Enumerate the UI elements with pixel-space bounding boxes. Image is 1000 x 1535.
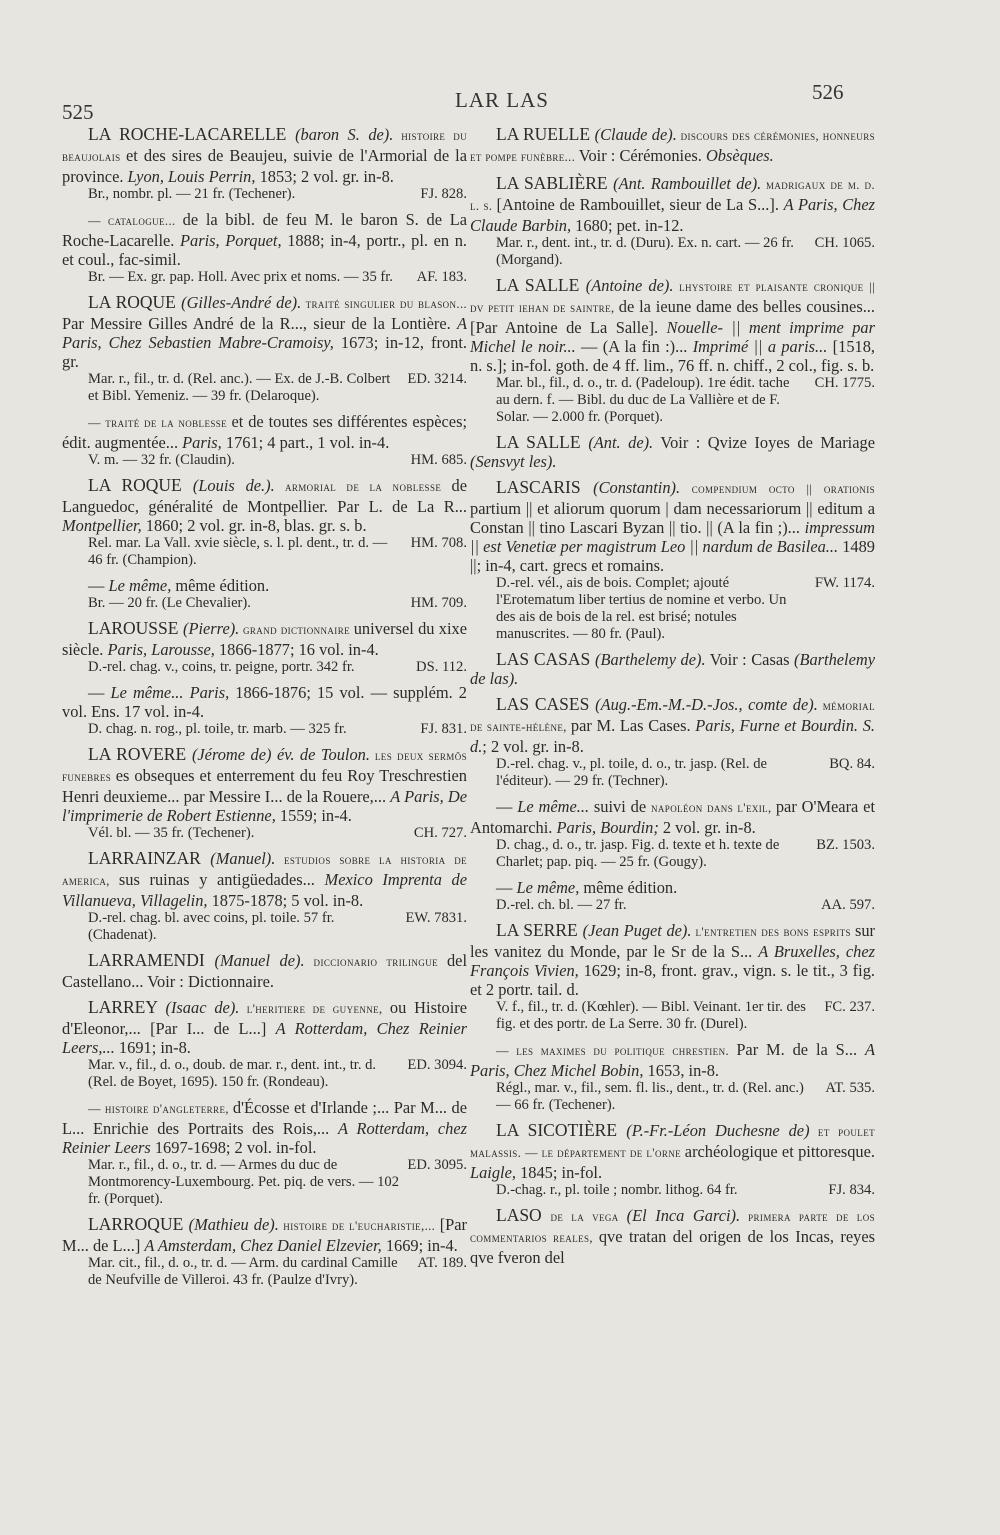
catalogue-entry [470, 478, 875, 643]
entry-text: — traité de la noblesse [88, 416, 232, 430]
catalogue-entry [62, 745, 467, 842]
entry-text: — [496, 797, 518, 816]
entry-text: 1866-1876; 15 vol. — supplém. 2 vol. Ens. 17 vol. in-4. [62, 683, 467, 721]
entry-text: A Amsterdam, Chez Daniel Elzevier, [144, 1236, 382, 1255]
entry-description [62, 1215, 467, 1255]
binding-price-note: Br. — 20 fr. (Le Chevalier). [88, 595, 251, 611]
binding-price-note: D.-rel. chag. v., pl. toile, d. o., tr. jasp. (Rel. de l'éditeur). — 29 fr. (Techner). [496, 756, 768, 789]
entry-text: Le même... [517, 797, 590, 816]
entry-description [62, 210, 467, 269]
entry-description [470, 433, 875, 471]
entry-note [62, 1057, 467, 1091]
catalogue-entry [470, 878, 875, 914]
entry-text: d'Écosse et d'Irlande ;... Par M... de L... Enrichie des Portraits des Rois,... [62, 1098, 467, 1138]
catalogue-entry [62, 619, 467, 676]
binding-price-note: V. f., fil., tr. d. (Kœhler). — Bibl. Veinant. 1er tir. des fig. et des portr. de La Serre. 30 fr. (Durel). [496, 999, 806, 1032]
entry-note [470, 999, 875, 1033]
entry-text: Paris, [182, 433, 222, 452]
entry-note [470, 756, 875, 790]
entry-heading: LA SALLE [496, 275, 586, 295]
catalogue-entry [470, 433, 875, 471]
entry-text: (Barthelemy de las). [470, 650, 875, 688]
entry-text: 1866-1877; 16 vol. in-4. [214, 640, 379, 659]
entry-text: et de toutes ses différentes espèces; édit. augmentée... [62, 412, 468, 452]
entry-text: (Mathieu de). [188, 1215, 279, 1234]
entry-text: Par M. de la S... [736, 1040, 865, 1059]
entry-text: histoire du beaujolais [62, 129, 467, 164]
binding-price-note: Régl., mar. v., fil., sem. fl. lis., dent., tr. d. (Rel. anc.) — 66 fr. (Techener). [496, 1080, 804, 1113]
sale-reference: FJ. 831. [420, 721, 467, 737]
entry-text: Laigle, [470, 1163, 516, 1182]
entry-text: 1489 ||; in-4, cart. grecs et romains. [470, 537, 875, 575]
entry-text: (Gilles-André de). [181, 293, 302, 312]
entry-text: — (A la fin :)... [575, 337, 693, 356]
entry-text: (P.-Fr.-Léon Duchesne de) [626, 1121, 810, 1140]
catalogue-entry [470, 797, 875, 871]
entry-text: l'heritiere de guyenne, [239, 1002, 390, 1016]
entry-text: 1875-1878; 5 vol. in-8. [207, 891, 364, 910]
entry-text: del Castellano... Voir : Dictionnaire. [62, 951, 467, 991]
entry-text: lhystoire et plaisante cronique || dv petit iehan de saintre, [470, 280, 875, 315]
binding-price-note: Br. — Ex. gr. pap. Holl. Avec prix et noms. — 35 fr. [88, 269, 393, 285]
entry-text: (Manuel). [210, 849, 276, 868]
sale-reference: AA. 597. [821, 897, 875, 913]
entry-note [62, 595, 467, 612]
binding-price-note: D.-chag. r., pl. toile ; nombr. lithog. 64 fr. [496, 1182, 738, 1198]
catalogue-entry [62, 476, 467, 569]
entry-description [62, 619, 467, 659]
entry-text: (Louis de.). [192, 476, 275, 495]
entry-text: (Jean Puget de). [582, 921, 692, 940]
catalogue-entry [470, 1121, 875, 1199]
entry-text: madrigaux de m. d. l. s. [470, 178, 875, 213]
entry-text: — [496, 878, 517, 897]
entry-text: 1853; 2 vol. gr. in-8. [255, 167, 394, 186]
entry-note [62, 1157, 467, 1208]
entry-text: es obseques et enterrement du feu Roy Treschrestien Henri deuxieme... par Messire I... de la Rouere,... [62, 766, 467, 806]
entry-description [62, 412, 467, 452]
entry-text: Le même, [516, 878, 580, 897]
entry-text: (Manuel de). [214, 951, 305, 970]
entry-text: ; 2 vol. gr. in-8. [482, 737, 584, 756]
catalogue-entry [62, 998, 467, 1091]
entry-text: 1653, in-8. [643, 1061, 720, 1080]
catalogue-entry [470, 650, 875, 688]
entry-text: Paris, Porquet, [180, 231, 282, 250]
catalogue-entry [62, 412, 467, 469]
catalogue-entry [62, 683, 467, 738]
entry-text: Mexico Imprenta de Villanueva, Villagelin, [62, 870, 468, 910]
entry-text: de la vega [550, 1210, 627, 1224]
catalogue-entry [470, 125, 875, 167]
entry-text: (Pierre). [183, 619, 240, 638]
sale-reference: FJ. 828. [420, 186, 467, 202]
entry-heading: LASO [496, 1205, 551, 1225]
sale-reference: BQ. 84. [829, 756, 875, 772]
entry-text: impressum || est Venetiæ per magistrum Leo || nardum de Basilea... [470, 518, 875, 556]
entry-text: 1697-1698; 2 vol. in-fol. [150, 1138, 317, 1157]
entry-text: Paris, Bourdin; [556, 818, 659, 837]
sale-reference: EW. 7831. [405, 910, 467, 926]
entry-text: même édition. [579, 878, 678, 897]
entry-text: l'entretien des bons esprits [691, 925, 855, 939]
entry-description [470, 125, 875, 167]
entry-description [470, 174, 875, 235]
entry-text: Obsèques. [705, 146, 774, 165]
entry-text: et des sires de Beaujeu, suivie de l'Armorial de la province. [62, 146, 467, 186]
entry-heading: LARRAMENDI [88, 950, 215, 970]
entry-description [62, 998, 467, 1057]
entry-note [62, 371, 467, 405]
entry-text: diccionario trilingue [304, 955, 447, 969]
binding-price-note: Mar. bl., fil., d. o., tr. d. (Padeloup). 1re édit. tache au dern. f. — Bibl. du duc de La Vallière et de F. Solar. — 2.000 fr. (Porquet). [496, 375, 790, 425]
sale-reference: AT. 535. [825, 1080, 875, 1096]
entry-text: 1680; pet. in-12. [571, 216, 684, 235]
binding-price-note: D.-rel. vél., ais de bois. Complet; ajouté l'Erotematum liber tertius de nomine et verbo. Un des ais de bois de la rel. est brisé; notules manuscrites. — 80 fr. (Paul). [496, 575, 787, 642]
catalogue-entry [470, 1206, 875, 1267]
entry-description [470, 478, 875, 575]
entry-text: (baron S. de). [295, 125, 394, 144]
entry-heading: LA ROCHE-LACARELLE [88, 124, 296, 144]
entry-note [470, 235, 875, 269]
catalogue-entry [470, 1040, 875, 1114]
entry-text: ou Histoire d'Eleonor,... [Par I... de L...] [62, 998, 467, 1038]
entry-heading: LA SABLIÈRE [496, 173, 614, 193]
entry-heading: LAS CASES [496, 694, 596, 714]
entry-text: (Isaac de). [165, 998, 240, 1017]
entry-text: Nouelle- || ment imprime par Michel le noir... [470, 318, 875, 356]
binding-price-note: D. chag. n. rog., pl. toile, tr. marb. — 325 fr. [88, 721, 347, 737]
entry-text: partium || et aliorum quorum | dam necessariorum || editum a Constan || tino Lascari Byzan || tio. || (A la fin ;)... [470, 499, 875, 537]
entry-text: 1559; in-4. [275, 806, 352, 825]
entry-heading: LA ROQUE [88, 475, 193, 495]
entry-text: histoire de l'eucharistie,... [278, 1219, 440, 1233]
entry-note [62, 659, 467, 676]
entry-text: Imprimé || a paris... [692, 337, 828, 356]
entry-text: A Paris, De l'imprimerie de Robert Estienne, [62, 787, 468, 825]
entry-description [62, 683, 467, 721]
entry-note [62, 269, 467, 286]
entry-text: 1761; 4 part., 1 vol. in-4. [221, 433, 390, 452]
entry-description [62, 293, 467, 371]
entry-text: primera parte de los commentarios reales, [470, 1210, 875, 1245]
sale-reference: CH. 1065. [814, 235, 875, 251]
entry-text: Voir : Qvize Ioyes de Mariage [653, 433, 875, 452]
entry-note [62, 535, 467, 569]
entry-text: sur les vanitez du Monde, par le Sr de la S... [470, 921, 875, 961]
entry-text: Montpellier, [62, 516, 142, 535]
entry-note [470, 1080, 875, 1114]
entry-heading: LA ROQUE [88, 292, 182, 312]
entry-description [62, 951, 467, 991]
left-page-number: 525 [62, 100, 94, 124]
entry-text: — histoire d'angleterre, [88, 1102, 233, 1116]
entry-text: sus ruinas y antigüedades... [118, 870, 325, 889]
entry-note [62, 1255, 467, 1289]
entry-text: estudios sobre la historia de america, [62, 853, 467, 888]
entry-text: (El Inca Garci). [626, 1206, 741, 1225]
entry-heading: LASCARIS [496, 477, 594, 497]
entry-text: suivi de [589, 797, 651, 816]
catalogue-entry [62, 576, 467, 612]
entry-text: A Paris, Chez Sebastien Mabre-Cramoisy, [62, 314, 467, 352]
entry-text: (Constantin). [593, 478, 681, 497]
sale-reference: HM. 709. [410, 595, 467, 611]
entry-text: et poulet malassis. — le département de l'orne [470, 1125, 875, 1160]
catalogue-entry [62, 951, 467, 991]
entry-text: A Bruxelles, chez François Vivien, [470, 942, 875, 980]
sale-reference: FC. 237. [824, 999, 875, 1015]
entry-description [470, 878, 875, 897]
entry-text: Le même... Paris, [110, 683, 230, 702]
entry-heading: LA SERRE [496, 920, 583, 940]
entry-heading: LA RUELLE [496, 124, 595, 144]
entry-text: mémorial de sainte-hélène, [470, 699, 875, 734]
entry-text: 1673; in-12, front. gr. [62, 333, 467, 371]
entry-description [470, 1040, 875, 1080]
entry-text: Paris, Furne et Bourdin. S. d. [470, 716, 875, 756]
binding-price-note: Mar. r., fil., d. o., tr. d. — Armes du duc de Montmorency-Luxembourg. Pet. piq. de vers. — 102 fr. (Porquet). [88, 1157, 400, 1207]
catalogue-entry [470, 276, 875, 426]
catalogue-entry [470, 695, 875, 790]
sale-reference: CH. 727. [413, 825, 467, 841]
catalogue-entry [62, 849, 467, 944]
entry-text: compendium octo || orationis [680, 482, 876, 496]
entry-text: — les maximes du politique chrestien. [496, 1044, 737, 1058]
sale-reference: HM. 708. [410, 535, 467, 551]
entry-text: (Ant. de). [588, 433, 654, 452]
entry-description [470, 276, 875, 375]
binding-price-note: D.-rel. chag. v., coins, tr. peigne, portr. 342 fr. [88, 659, 355, 675]
binding-price-note: Mar. r., dent. int., tr. d. (Duru). Ex. n. cart. — 26 fr. (Morgand). [496, 235, 794, 268]
entry-text: 1860; 2 vol. gr. in-8, blas. gr. s. b. [141, 516, 367, 535]
entry-text: A Paris, Chez Claude Barbin, [470, 195, 876, 235]
binding-price-note: Br., nombr. pl. — 21 fr. (Techener). [88, 186, 296, 202]
sale-reference: DS. 112. [416, 659, 467, 675]
entry-note [470, 897, 875, 914]
entry-text: même édition. [171, 576, 270, 595]
entry-description [62, 476, 467, 535]
entry-heading: LAROUSSE [88, 618, 183, 638]
entry-heading: LA ROVERE [88, 744, 192, 764]
entry-heading: LARREY [88, 997, 166, 1017]
entry-text: par O'Meara et Antomarchi. [470, 797, 875, 837]
entry-text: par M. Las Cases. [570, 716, 696, 735]
left-column [62, 125, 467, 1296]
entry-heading: LA SALLE [496, 432, 589, 452]
entry-text: de la bibl. de feu M. le baron S. de La Roche-Lacarelle. [62, 210, 467, 250]
entry-note [62, 452, 467, 469]
entry-text: 1669; in-4. [381, 1236, 458, 1255]
entry-note [470, 375, 875, 426]
entry-text: Le même, [108, 576, 172, 595]
binding-price-note: D.-rel. ch. bl. — 27 fr. [496, 897, 627, 913]
entry-text: discours des cérémonies, honneurs et pompe funèbre... [470, 129, 876, 164]
entry-text: — catalogue... [88, 214, 183, 228]
entry-text: — [88, 683, 111, 702]
entry-heading: LARRAINZAR [88, 848, 211, 868]
entry-text: A Paris, Chez Michel Bobin, [470, 1040, 875, 1080]
sale-reference: ED. 3214. [407, 371, 467, 387]
entry-description [62, 745, 467, 825]
entry-text: grand dictionnaire [239, 623, 354, 637]
entry-text: de la ieune dame des belles cousines... [Par Antoine de La Salle]. [470, 297, 875, 337]
entry-text: 1629; in-8, front. grav., vign. s. le tit., 3 fig. et 2 portr. tail. d. [470, 961, 875, 999]
entry-text: traité singulier du blason... [301, 297, 468, 311]
entry-text: universel du xixe siècle. [62, 619, 467, 659]
entry-heading: LAS CASAS [496, 649, 596, 669]
entry-text: armorial de la noblesse [274, 480, 452, 494]
entry-text: — [88, 576, 109, 595]
entry-text: Voir : Cérémonies. [578, 146, 706, 165]
binding-price-note: Vél. bl. — 35 fr. (Techener). [88, 825, 255, 841]
entry-description [470, 695, 875, 756]
entry-text: 1888; in-4, portr., pl. en n. et coul., fac-simil. [62, 231, 468, 269]
entry-note [470, 837, 875, 871]
entry-text: (Antoine de). [585, 276, 674, 295]
catalogue-entry [62, 1215, 467, 1289]
sale-reference: ED. 3094. [407, 1057, 467, 1073]
entry-description [470, 1206, 875, 1267]
entry-description [62, 849, 467, 910]
entry-heading: LARROQUE [88, 1214, 189, 1234]
binding-price-note: D. chag., d. o., tr. jasp. Fig. d. texte et h. texte de Charlet; pap. piq. — 25 fr. (Gougy). [496, 837, 780, 870]
catalogue-entry [470, 174, 875, 269]
sale-reference: FW. 1174. [814, 575, 875, 591]
entry-text: Paris, Larousse, [107, 640, 215, 659]
entry-text: (Sensvyt les). [470, 452, 557, 471]
catalogue-entry [62, 1098, 467, 1208]
sale-reference: HM. 685. [410, 452, 467, 468]
entry-text: A Rotterdam, Chez Reinier Leers,... [62, 1019, 467, 1057]
catalogue-entry [62, 125, 467, 203]
entry-text: (Jérome de) év. de Toulon. [191, 745, 370, 764]
entry-text: Par Messire Gilles André de la R..., sieur de la Lontière. [62, 314, 457, 333]
entry-text: de Languedoc, généralité de Montpellier. Par L. de La R... [62, 476, 467, 516]
entry-text: les deux sermõs funebres [62, 749, 467, 784]
binding-price-note: Mar. v., fil., d. o., doub. de mar. r., dent. int., tr. d. (Rel. de Boyet, 1695). 150 fr. (Rondeau). [88, 1057, 377, 1090]
entry-text: 2 vol. gr. in-8. [658, 818, 756, 837]
entry-text: A Rotterdam, chez Reinier Leers [62, 1119, 467, 1157]
sale-reference: AT. 189. [417, 1255, 467, 1271]
entry-description [62, 1098, 467, 1157]
entry-description [470, 650, 875, 688]
entry-text: (Aug.-Em.-M.-D.-Jos., comte de). [595, 695, 818, 714]
entry-description [62, 125, 467, 186]
entry-text: napoléon dans l'exil, [651, 801, 776, 815]
entry-note [62, 825, 467, 842]
entry-text: Lyon, Louis Perrin, [127, 167, 256, 186]
entry-text: 1691; in-8. [114, 1038, 191, 1057]
entry-text: 1845; in-fol. [516, 1163, 603, 1182]
binding-price-note: Mar. cit., fil., d. o., tr. d. — Arm. du cardinal Camille de Neufville de Villeroi. 43 fr. (Paulze d'Ivry). [88, 1255, 398, 1288]
binding-price-note: V. m. — 32 fr. (Claudin). [88, 452, 235, 468]
entry-text: qve tratan del origen de los Incas, reyes qve fveron del [470, 1227, 875, 1267]
entry-text: Voir : Casas [705, 650, 794, 669]
catalogue-entry [470, 921, 875, 1033]
entry-description [470, 921, 875, 999]
binding-price-note: Rel. mar. La Vall. xvie siècle, s. l. pl. dent., tr. d. — 46 fr. (Champion). [88, 535, 388, 568]
sale-reference: AF. 183. [416, 269, 467, 285]
entry-text: [1518, n. s.]; in-fol. goth. de 4 ff. lim., 76 ff. n. chiff., 2 col., fig. s. b. [470, 337, 875, 375]
entry-description [62, 576, 467, 595]
binding-price-note: D.-rel. chag. bl. avec coins, pl. toile. 57 fr. (Chadenat). [88, 910, 335, 943]
binding-price-note: Mar. r., fil., tr. d. (Rel. anc.). — Ex. de J.-B. Colbert et Bibl. Yemeniz. — 39 fr. (Delaroque). [88, 371, 391, 404]
right-page-number: 526 [812, 80, 844, 104]
sale-reference: FJ. 834. [828, 1182, 875, 1198]
entry-text: archéologique et pittoresque. [684, 1142, 875, 1161]
catalogue-entry [62, 293, 467, 405]
entry-text: (Claude de). [594, 125, 677, 144]
entry-description [470, 797, 875, 837]
entry-note [470, 575, 875, 643]
entry-description [470, 1121, 875, 1182]
right-column [470, 125, 875, 1274]
running-head: LAR LAS [455, 88, 549, 112]
entry-text: (Ant. Rambouillet de). [613, 174, 762, 193]
entry-text: (Barthelemy de). [595, 650, 706, 669]
sale-reference: BZ. 1503. [816, 837, 875, 853]
entry-text: [Par M... de L...] [62, 1215, 467, 1255]
entry-note [62, 910, 467, 944]
entry-note [470, 1182, 875, 1199]
entry-text: [Antoine de Rambouillet, sieur de La S...]. [496, 195, 784, 214]
entry-note [62, 186, 467, 203]
sale-reference: CH. 1775. [814, 375, 875, 391]
catalogue-entry [62, 210, 467, 286]
entry-note [62, 721, 467, 738]
sale-reference: ED. 3095. [407, 1157, 467, 1173]
entry-heading: LA SICOTIÈRE [496, 1120, 627, 1140]
